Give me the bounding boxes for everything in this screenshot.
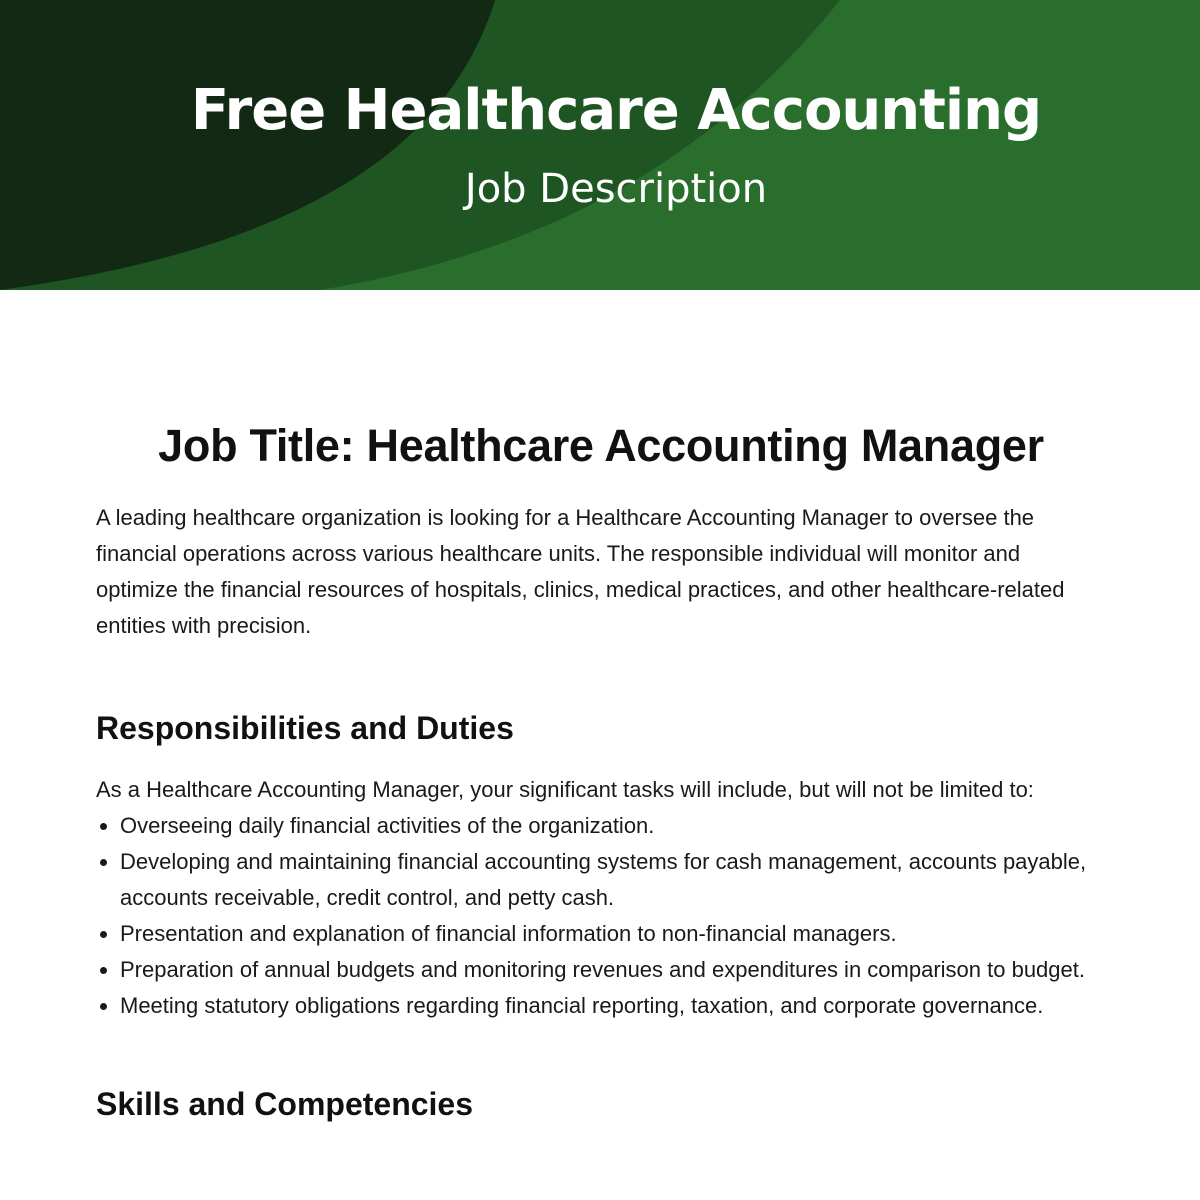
list-item <box>96 844 1106 916</box>
job-title: Job Title: Healthcare Accounting Manager <box>158 420 1044 471</box>
intro-paragraph: A leading healthcare organization is looking for a Healthcare Accounting Manager to oversee the financial operations across various healthcare units. The responsible individual will monitor and optimize the financial resources of hospitals, clinics, medical practices, and other healthcare-related entities with precision. <box>96 505 1065 638</box>
responsibilities-list <box>96 808 1106 1024</box>
bullet-icon <box>100 823 107 830</box>
responsibilities-lead: As a Healthcare Accounting Manager, your significant tasks will include, but will not be limited to: <box>96 777 1034 802</box>
skills-heading: Skills and Competencies <box>96 1086 474 1122</box>
list-item-text: Preparation of annual budgets and monitoring revenues and expenditures in comparison to budget. <box>120 957 1085 982</box>
bullet-icon <box>100 859 107 866</box>
header-banner <box>0 0 1200 290</box>
list-item <box>96 988 1106 1024</box>
bullet-icon <box>100 967 107 974</box>
banner-subtitle: Job Description <box>464 166 768 212</box>
responsibilities-heading: Responsibilities and Duties <box>96 710 514 746</box>
list-item <box>96 952 1106 988</box>
list-item <box>96 808 1106 844</box>
list-item-text: Meeting statutory obligations regarding financial reporting, taxation, and corporate governance. <box>120 993 1044 1018</box>
document-body <box>96 416 1106 1126</box>
list-item-text: Overseeing daily financial activities of the organization. <box>120 813 655 838</box>
list-item <box>96 916 1106 952</box>
list-item-text: Presentation and explanation of financial information to non-financial managers. <box>120 921 897 946</box>
bullet-icon <box>100 1003 107 1010</box>
banner-background-shapes <box>0 0 1200 290</box>
list-item-text: Developing and maintaining financial accounting systems for cash management, accounts payable, accounts receivable, credit control, and petty cash. <box>120 849 1087 910</box>
bullet-icon <box>100 931 107 938</box>
banner-title: Free Healthcare Accounting <box>190 78 1042 143</box>
